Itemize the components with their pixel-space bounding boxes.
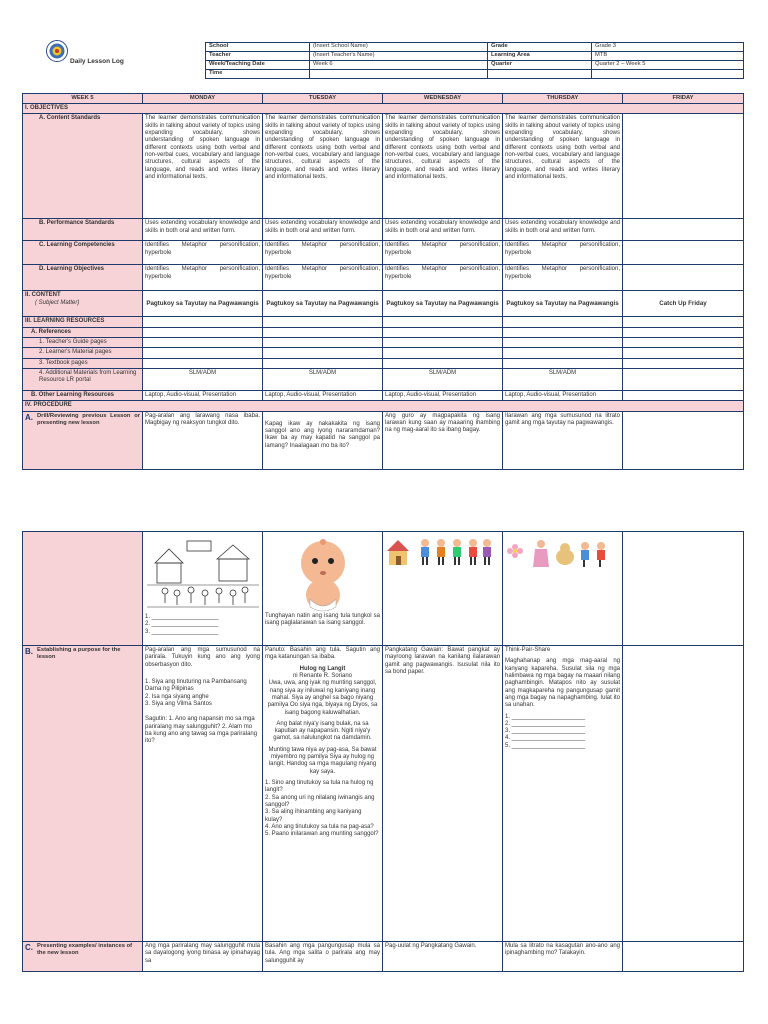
header-value: MTB [592,52,744,61]
section-heading: IV. PROCEDURE [23,401,744,411]
content-label: II. CONTENT [25,292,61,299]
row-label [23,942,143,972]
table-cell: The learner demonstrates communication skills in talking about variety of topics using expanding vocabulary, shows understanding of spoken language in different contexts using both verbal and non-verbal cues, vocabulary and language structures, cultural aspects of the language, and reads and writes literary and informational texts. [263,114,383,219]
blank-line: 5. ______________________ [505,742,586,749]
row-label [23,646,143,942]
list-item: 1. Siya ang tinuturing na Pambansang Darna ng Pilipinas [145,678,247,693]
row-letter: B. [25,647,33,656]
list-item: 2. Isa nga siyang anghe [145,693,209,700]
blank-line: 2. ______________________ [505,720,586,727]
table-cell: Laptop, Audio-visual, Presentation [503,390,623,400]
header-label: School [206,43,310,52]
table-cell: The learner demonstrates communication skills in talking about variety of topics using expanding vocabulary, shows understanding of spoken language in different contexts using both verbal and non-verbal cues, vocabulary and language structures, cultural aspects of the language, and reads and writes literary and informational texts. [383,114,503,219]
table-cell [623,411,744,469]
header-value: Quarter 2 – Week 5 [592,61,744,70]
row-label: 3. Textbook pages [23,358,143,368]
section-row [23,401,744,411]
table-row [23,338,744,348]
content-topic: Pagtukoy sa Tayutay na Pagwawangis [263,291,383,317]
column-header-row [23,94,744,104]
blank-line: 1. ______________________ [505,713,586,720]
blank-line: 2. ____________________ [145,621,219,628]
header-info-table [205,42,744,79]
list-item: 5. Paano inilarawan ang munting sanggol? [265,831,379,838]
table-cell [503,646,623,942]
table-cell: The learner demonstrates communication skills in talking about variety of topics using expanding vocabulary, shows understanding of spoken language in different contexts using both verbal and non-verbal cues, vocabulary and language structures, cultural aspects of the language, and reads and writes literary and informational texts. [503,114,623,219]
header-row [206,43,744,52]
table-cell [623,532,744,646]
table-row [23,532,744,646]
table-cell: Laptop, Audio-visual, Presentation [263,390,383,400]
table-row [23,390,744,400]
lesson-table-page1 [22,93,744,470]
section-row [23,317,744,327]
column-header: TUESDAY [263,94,383,104]
table-cell: Uses extending vocabulary knowledge and skills in both oral and written form. [383,219,503,241]
content-sub: ( Subject Matter) [35,299,80,306]
table-cell [383,532,503,646]
table-cell [623,265,744,291]
table-cell: Pag-aralan ang larawang nasa ibaba. Magbigay ng reaksyon tungkol dito. [143,411,263,469]
row-label [23,291,143,317]
table-cell: Identifies Metaphor personification, hyperbole [263,241,383,265]
table-cell [623,390,744,400]
row-label: C. Learning Competencies [23,241,143,265]
table-cell: Mula sa litrato na kasagutan ano-ano ang ipinaghambing mo? Talakayin. [503,942,623,972]
column-header: FRIDAY [623,94,744,104]
paragraph: Think-Pair-Share [505,647,551,653]
header-value: (Insert Teacher's Name) [310,52,488,61]
list-item: 3. Siya ang Vilma Santos [145,700,212,707]
table-cell [623,942,744,972]
blank-line: 1. ____________________ [145,614,219,620]
row-label-text: Drill/Reviewing previous Lesson or presenting new lesson [37,412,140,426]
table-cell [503,532,623,646]
house-and-kids-illustration [385,535,495,569]
table-cell: Identifies Metaphor personification, hyperbole [383,265,503,291]
table-cell: Basahin ang mga pangungusap mula sa tula. Ang mga salita o parirala ang may salungguhit ay [263,942,383,972]
row-label: 4. Additional Materials from Learning Resource LR portal [23,368,143,390]
poem-stanza: Munting tawa niya ay pag-asa, Sa bawat miyembro ng pamilya Siya ay hulog ng langit, Handog sa mga magulang niyang kay saya. [268,746,377,775]
header-label: Time [206,70,310,79]
list-item: 1. Sino ang tinutukoy sa tula na hulog ng langit? [265,780,374,794]
table-cell: Ang mga pariralang may salungguhit mula sa dayalogong iyong binasa ay ipinahayag sa [143,942,263,972]
row-letter: C. [25,943,33,952]
table-cell: Identifies Metaphor personification, hyperbole [503,241,623,265]
section-row [23,104,744,114]
row-label: 1. Teacher's Guide pages [23,338,143,348]
community-scene-illustration [147,533,259,611]
column-header: MONDAY [143,94,263,104]
list-item: 3. Sa aling ihinambing ang kaniyang kulay? [265,809,362,823]
header-value: Grade 3 [592,43,744,52]
poem-author: ni Renante R. Soriano [292,672,353,679]
table-row [23,291,744,317]
row-label: B. Performance Standards [23,219,143,241]
header-row [206,70,744,79]
table-cell: SLM/ADM [383,368,503,390]
row-label-text: Presenting examples/ instances of the new lesson [37,943,133,957]
row-letter: A. [25,412,33,422]
table-cell: Identifies Metaphor personification, hyperbole [503,265,623,291]
table-cell: Pag-uulat ng Pangkatang Gawain. [383,942,503,972]
table-cell: SLM/ADM [263,368,383,390]
table-cell [143,532,263,646]
table-row [23,358,744,368]
row-label: A. References [23,327,143,337]
table-cell [623,219,744,241]
blank-line: 3. ______________________ [505,728,586,735]
table-cell: Laptop, Audio-visual, Presentation [383,390,503,400]
paragraph: Maghahanap ang mga mag-aaral ng kanyang kapareha. Susulat sila ng mga halimbawa ng mga bagay na maaari nilang paghambingin. Matapos nito ay susulat ang magkapareha ng pangungusap gamit ang mga bagay na napaghambing. Iulat ito sa unahan. [505,658,620,709]
header-label: Quarter [488,61,592,70]
table-row [23,265,744,291]
table-cell: Identifies Metaphor personification, hyperbole [263,265,383,291]
table-row [23,942,744,972]
table-cell [623,114,744,219]
table-cell [143,646,263,942]
deped-seal-logo [46,40,68,62]
row-label: A. Content Standards [23,114,143,219]
table-cell: Ang guro ay magpapakita ng isang larawan kung saan ay maaaring ihambing na ng mag-aaral ito sa ibang bagay. [383,411,503,469]
header-value: Week 6 [310,61,488,70]
row-label: B. Other Learning Resources [23,390,143,400]
header-label: Teacher [206,52,310,61]
table-row [23,241,744,265]
poem-stanza: Uwa, uwa, ang iyak ng munting sanggol, nang siya ay iniluwal ng kaniyang inang mahal. Siya ay anghel sa bago niyang pamilya Oo siya nga, biyaya ng Diyos, sa isang bagong kaluwalhatian. [267,680,378,716]
table-cell [623,368,744,390]
table-cell: Uses extending vocabulary knowledge and skills in both oral and written form. [503,219,623,241]
list-item: 4. Ano ang tinutukoy sa tula na pag-asa? [265,823,374,830]
row-label: D. Learning Objectives [23,265,143,291]
row-label-text: Establishing a purpose for the lesson [37,647,121,661]
table-cell: The learner demonstrates communication skills in talking about variety of topics using expanding vocabulary, shows understanding of spoken language in different contexts using both verbal and non-verbal cues, vocabulary and language structures, cultural aspects of the language, and reads and writes literary and informational texts. [143,114,263,219]
table-cell: Pangkatang Gawain: Bawat pangkat ay mayroong larawan na kanilang ilalarawan gamit ang pagwawangis. Isusulat nila ito sa bond paper. [383,646,503,942]
flower-woman-dog-kids-illustration [505,537,617,571]
column-header: THURSDAY [503,94,623,104]
poem-title: Hulog ng Langit [299,665,346,672]
table-cell [623,241,744,265]
table-cell: Uses extending vocabulary knowledge and skills in both oral and written form. [263,219,383,241]
header-label [488,70,592,79]
table-row [23,411,744,469]
table-cell [623,646,744,942]
table-cell [263,646,383,942]
header-row [206,61,744,70]
header-label: Grade [488,43,592,52]
paragraph: Sagutin: 1. Ano ang napansin mo sa mga pariralang may salungguhit? 2. Alam mo ba kung ano ang tawag sa mga pariralang ito? [145,716,258,745]
table-cell: SLM/ADM [143,368,263,390]
content-topic: Pagtukoy sa Tayutay na Pagwawangis [143,291,263,317]
header-value [592,70,744,79]
content-topic: Pagtukoy sa Tayutay na Pagwawangis [383,291,503,317]
paragraph: Pag-aralan ang mga sumusunod na parirala. Tukuyin kung ano ang iyong obserbasyon dito. [145,647,260,668]
table-row [23,327,744,337]
blank-line: 3. ____________________ [145,628,219,635]
row-label [23,411,143,469]
log-title: Daily Lesson Log [70,58,124,65]
baby-illustration [288,533,358,613]
lesson-table-page2 [22,531,744,972]
header-value: (Insert School Name) [310,43,488,52]
table-row [23,646,744,942]
table-row [23,348,744,358]
table-cell: Kapag ikaw ay nakakakita ng isang sanggol ano ang iyong nararamdaman? Ikaw ba ay may kapatid na sanggol pa lamang? Inaalagaan mo ba ito? [263,411,383,469]
table-cell: Laptop, Audio-visual, Presentation [143,390,263,400]
list-item: 2. Sa anong uri ng nilalang iwinangis ang sanggol? [265,794,375,808]
table-cell: Identifies Metaphor personification, hyperbole [143,265,263,291]
column-header: WEEK 5 [23,94,143,104]
header-row [206,52,744,61]
table-cell: Ilarawan ang mga sumusunod na litrato gamit ang mga tayutay na pagwawangis. [503,411,623,469]
row-label: 2. Learner's Material pages [23,348,143,358]
paragraph: Panuto: Basahin ang tula. Sagutin ang mga katanungan sa ibaba. [265,647,380,661]
header-value [310,70,488,79]
table-cell: Identifies Metaphor personification, hyperbole [383,241,503,265]
content-topic: Pagtukoy sa Tayutay na Pagwawangis [503,291,623,317]
table-cell [263,532,383,646]
table-row [23,219,744,241]
column-header: WEDNESDAY [383,94,503,104]
header-label: Learning Area [488,52,592,61]
row-label [23,532,143,646]
blank-line: 4. ______________________ [505,735,586,742]
table-cell: Identifies Metaphor personification, hyperbole [143,241,263,265]
header-label: Week/Teaching Date [206,61,310,70]
catch-up-friday: Catch Up Friday [623,291,744,317]
poem-stanza: Ang balat niya'y isang bulak, na sa kaputian ay napapansin. Ngiti niya'y gamot, sa nalulungkot na damdamin. [273,720,372,742]
image-caption: Tunghayan natin ang isang tula tungkol sa isang paglalarawan sa isang sanggol. [265,613,380,627]
section-heading: III. LEARNING RESOURCES [23,317,143,327]
table-row [23,368,744,390]
table-cell: SLM/ADM [503,368,623,390]
table-cell: Uses extending vocabulary knowledge and skills in both oral and written form. [143,219,263,241]
table-row [23,114,744,219]
section-heading: I. OBJECTIVES [23,104,744,114]
